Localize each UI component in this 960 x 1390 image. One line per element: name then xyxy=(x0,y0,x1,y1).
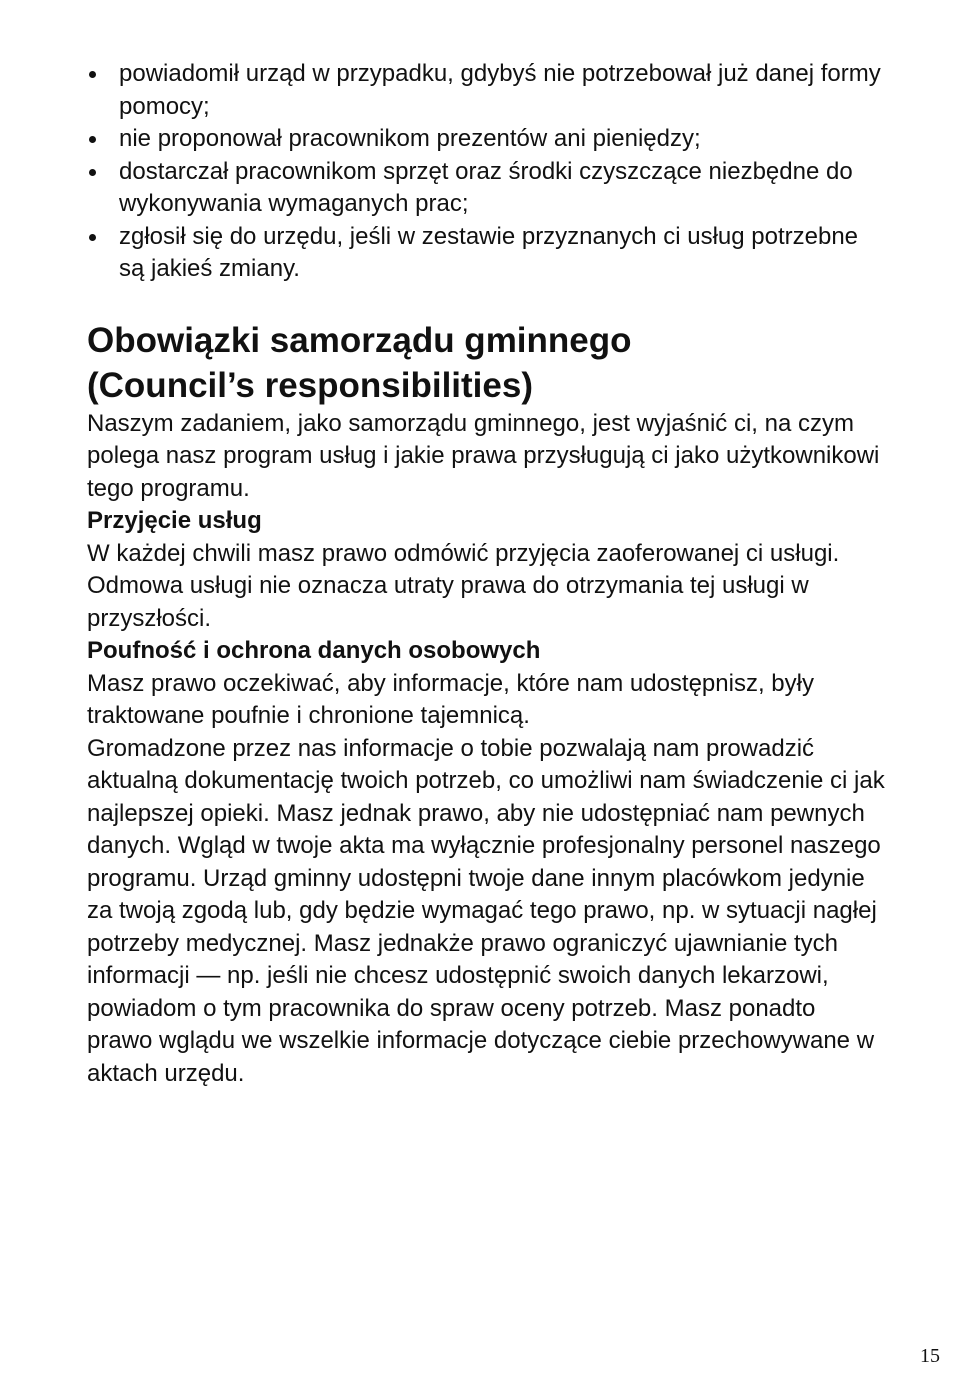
document-page xyxy=(87,58,887,1090)
page-title-polish: Obowiązki samorządu gminnego xyxy=(87,320,632,360)
bullet-text: powiadomił urząd w przypadku, gdybyś nie potrzebował już danej formy pomocy; xyxy=(119,60,881,120)
bullet-text: dostarczał pracownikom sprzęt oraz środki czyszczące niezbędne do wykonywania wymaganych prac; xyxy=(119,157,853,217)
acceptance-paragraph: W każdej chwili masz prawo odmówić przyjęcia zaoferowanej ci usługi. Odmowa usługi nie oznacza utraty prawa do otrzymania tej usługi w przyszłości. xyxy=(87,539,840,632)
page-title xyxy=(87,318,887,408)
list-item xyxy=(87,58,887,123)
list-item xyxy=(87,123,887,156)
intro-paragraph: Naszym zadaniem, jako samorządu gminnego, jest wyjaśnić ci, na czym polega nasz program usług i jakie prawa przysługują ci jako użytkownikowi tego programu. xyxy=(87,409,880,502)
page-title-english: (Council’s responsibilities) xyxy=(87,365,533,405)
bullet-text: nie proponował pracownikom prezentów ani pieniędzy; xyxy=(119,125,701,152)
list-item xyxy=(87,156,887,221)
privacy-details-paragraph: Gromadzone przez nas informacje o tobie pozwalają nam prowadzić aktualną dokumentację twoich potrzeb, co umożliwi nam świadczenie ci jak najlepszej opieki. Masz jednak prawo, aby nie udostępniać nam pewnych danych. Wgląd w twoje akta ma wyłącznie profesjonalny personel naszego programu. Urząd gminny udostępni twoje dane innym placówkom jedynie za twoją zgodą lub, gdy będzie wymagać tego prawo, np. w sytuacji nagłej potrzeby medycznej. Masz jednakże prawo ograniczyć ujawnianie tych informacji — np. jeśli nie chcesz udostępnić swoich danych lekarzowi, powiadom o tym pracownika do spraw oceny potrzeb. Masz ponadto prawo wglądu we wszelkie informacje dotyczące ciebie przechowywane w aktach urzędu. xyxy=(87,734,885,1087)
section-heading-acceptance: Przyjęcie usług xyxy=(87,507,262,534)
bullet-text: zgłosił się do urzędu, jeśli w zestawie przyznanych ci usług potrzebne są jakieś zmiany. xyxy=(119,222,859,282)
privacy-paragraph: Masz prawo oczekiwać, aby informacje, które nam udostępnisz, były traktowane poufnie i chronione tajemnicą. xyxy=(87,669,814,729)
bullet-icon xyxy=(89,71,96,78)
bullet-icon xyxy=(89,169,96,176)
bullet-icon xyxy=(89,136,96,143)
bullet-icon xyxy=(89,234,96,241)
section-heading-privacy: Poufność i ochrona danych osobowych xyxy=(87,637,541,664)
bullet-list xyxy=(87,58,887,286)
page-number: 15 xyxy=(920,1345,940,1367)
list-item xyxy=(87,221,887,286)
